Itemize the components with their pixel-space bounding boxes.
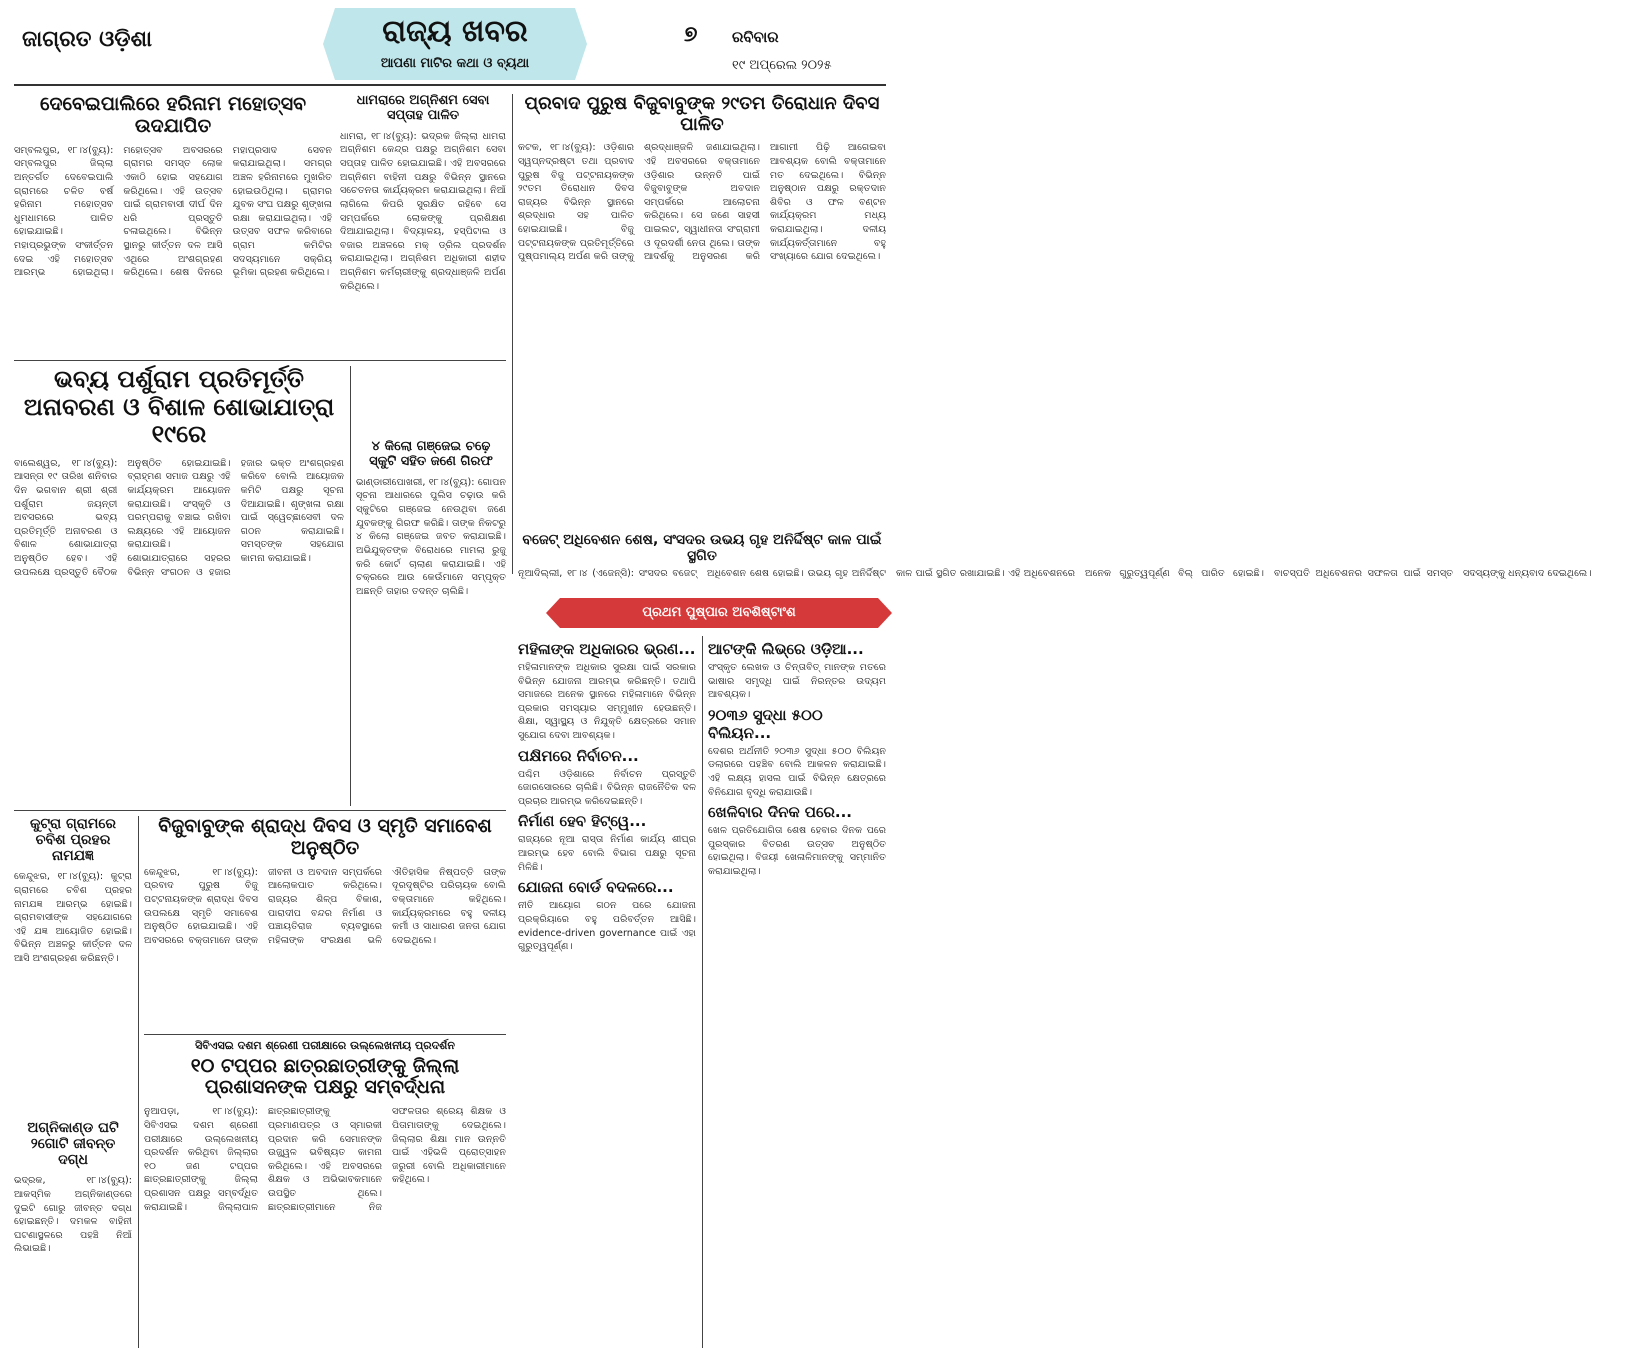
column-divider (138, 816, 139, 1348)
headline: ପ୍ରବାଦ ପୁରୁଷ ବିଜୁବାବୁଙ୍କ ୨୯ତମ ତିରୋଧାନ ଦିବସ ପାଳିତ (524, 93, 880, 135)
subheading-body: ରାଜ୍ୟରେ ନୂଆ ରାସ୍ତା ନିର୍ମାଣ କାର୍ଯ୍ୟ ଶୀଘ୍ର ଆରମ୍ଭ ହେବ ବୋଲି ବିଭାଗ ପକ୍ଷରୁ ସୂଚନା ମିଳିଛି। (518, 834, 696, 873)
section-title: ରାଜ୍ୟ ଖବର (382, 14, 528, 49)
row-divider (14, 810, 506, 811)
article-seba (340, 94, 506, 356)
subheading: ୨୦୩୬ ସୁଦ୍ଧା ୫୦୦ ବିଲିୟନ... (708, 705, 823, 742)
article-ganja (356, 440, 506, 806)
headline: ଅଗ୍ନିକାଣ୍ଡ ଘଟି ୨ଗୋଟି ଜୀବନ୍ତ ଦଗ୍ଧ (27, 1120, 119, 1169)
article-body: ସଂସ୍କୃତ ଲେଖକ ଓ ଚିନ୍ତାବିତ୍ ମାନଙ୍କ ମତରେ ଭାଷାର ସମୃଦ୍ଧି ପାଇଁ ନିରନ୍ତର ଉଦ୍ୟମ ଆବଶ୍ୟକ। (708, 662, 886, 701)
article-mahila (518, 636, 696, 1348)
headline: ୧୦ ଟପ୍ପର ଛାତ୍ରଛାତ୍ରୀଙ୍କୁ ଜିଲ୍ଲା ପ୍ରଶାସନଙ୍କ ପକ୍ଷରୁ ସମ୍ବର୍ଦ୍ଧନା (190, 1054, 460, 1099)
article-bijubabu (518, 94, 886, 574)
page-number: ୭ (684, 22, 698, 47)
article-shraddha (144, 816, 506, 1032)
article-body: ନୁଆପଡ଼ା, ୧୮।୪(ବ୍ୟୁ): ସିବିଏସଇ ଦଶମ ଶ୍ରେଣୀ ପରୀକ୍ଷାରେ ଉଲ୍ଲେଖନୀୟ ପ୍ରଦର୍ଶନ କରିଥିବା ଜିଲ୍ଲାର ୧୦ ଜଣ ଟପ୍ପର ଛାତ୍ରଛାତ୍ରୀଙ୍କୁ ଜିଲ୍ଲା ପ୍ରଶାସନ ପକ୍ଷରୁ ସମ୍ବର୍ଦ୍ଧିତ କରାଯାଇଛି। ଜିଲ୍ଲାପାଳ ଛାତ୍ରଛାତ୍ରୀଙ୍କୁ ପ୍ରମାଣପତ୍ର ଓ ସ୍ମାରକୀ ପ୍ରଦାନ କରି ସେମାନଙ୍କ ଉଜ୍ଜ୍ୱଳ ଭବିଷ୍ୟତ କାମନା କରିଥିଲେ। ଏହି ଅବସରରେ ଶିକ୍ଷକ ଓ ଅଭିଭାବକମାନେ ଉପସ୍ଥିତ ଥିଲେ। ଛାତ୍ରଛାତ୍ରୀମାନେ ନିଜ ସଫଳତାର ଶ୍ରେୟ ଶିକ୍ଷକ ଓ ପିତାମାତାଙ୍କୁ ଦେଇଥିଲେ। ଜିଲ୍ଲାର ଶିକ୍ଷା ମାନ ଉନ୍ନତି ପାଇଁ ଏହିଭଳି ପ୍ରୋତ୍ସାହନ ଜରୁରୀ ବୋଲି ଅଧିକାରୀମାନେ କହିଥିଲେ। (144, 1106, 506, 1213)
headline: ବିଜୁବାବୁଙ୍କ ଶ୍ରାଦ୍ଧ ଦିବସ ଓ ସ୍ମୃତି ସମାବେଶ ଅନୁଷ୍ଠିତ (158, 815, 492, 859)
subheading-body: ଦେଶର ଅର୍ଥନୀତି ୨୦୩୬ ସୁଦ୍ଧା ୫୦୦ ବିଲିୟନ ଡଲାରରେ ପହଞ୍ଚିବ ବୋଲି ଆକଳନ କରାଯାଇଛି। ଏହି ଲକ୍ଷ୍ୟ ହାସଲ ପାଇଁ ବିଭିନ୍ନ କ୍ଷେତ୍ରରେ ବିନିଯୋଗ ବୃଦ୍ଧି କରାଯାଉଛି। (708, 745, 886, 798)
article-body: ଧାମରା, ୧୮।୪(ବ୍ୟୁ): ଭଦ୍ରକ ଜିଲ୍ଲା ଧାମରା ଅଗ୍ନିଶମ କେନ୍ଦ୍ର ପକ୍ଷରୁ ଅଗ୍ନିଶମ ସେବା ସପ୍ତାହ ପାଳିତ ହୋଇଯାଇଛି। ଏହି ଅବସରରେ ଅଗ୍ନିଶମ ବାହିନୀ ପକ୍ଷରୁ ବିଭିନ୍ନ ସ୍ଥାନରେ ସଚେତନତା କାର୍ଯ୍ୟକ୍ରମ କରାଯାଇଥିଲା। ନିଆଁ ଲାଗିଲେ କିପରି ସୁରକ୍ଷିତ ରହିବେ ସେ ସମ୍ପର୍କରେ ଲୋକଙ୍କୁ ପ୍ରଶିକ୍ଷଣ ଦିଆଯାଇଥିଲା। ବିଦ୍ୟାଳୟ, ହସ୍ପିଟାଲ ଓ ବଜାର ଅଞ୍ଚଳରେ ମକ୍ ଡ୍ରିଲ ପ୍ରଦର୍ଶନ କରାଯାଇଥିଲା। ଅଗ୍ନିଶମ ଅଧିକାରୀ ଶହୀଦ ଅଗ୍ନିଶମ କର୍ମଚାରୀଙ୍କୁ ଶ୍ରଦ୍ଧାଞ୍ଜଳି ଅର୍ପଣ କରିଥିଲେ। (340, 130, 506, 292)
subheading: ଖେଳିବାର ଦିନକ ପରେ... (708, 803, 852, 822)
article-harinam (14, 94, 332, 356)
masthead-rule (14, 84, 886, 86)
column-divider (350, 366, 351, 806)
article-parshuram (14, 366, 344, 806)
subheading: ଯୋଜନା ବୋର୍ଡ ବଦଳରେ... (518, 878, 674, 897)
column-divider (512, 94, 513, 574)
headline: ୪ କିଲୋ ଗଞ୍ଜେଇ ଚଢ଼େ ସ୍କୁଟି ସହିତ ଜଣେ ଗିରଫ (369, 439, 493, 469)
headline: ମହିଳାଙ୍କ ଅଧିକାରର ଭ୍ରଣ... (518, 640, 696, 658)
subheading-body: ନୀତି ଆୟୋଗ ଗଠନ ପରେ ଯୋଜନା ପ୍ରକ୍ରିୟାରେ ବହୁ ପରିବର୍ତ୍ତନ ଆସିଛି। evidence-driven governance ପାଇଁ ଏହା ଗୁରୁତ୍ୱପୂର୍ଣ୍ଣ। (518, 900, 696, 953)
article-kutra (14, 816, 132, 1116)
article-body: ଭଦ୍ରକ, ୧୮।୪(ବ୍ୟୁ): ଆକସ୍ମିକ ଅଗ୍ନିକାଣ୍ଡରେ ଦୁଇଟି ଗୋରୁ ଜୀବନ୍ତ ଦଗ୍ଧ ହୋଇଛନ୍ତି। ଦମକଳ ବାହିନୀ ଘଟଣାସ୍ଥଳରେ ପହଞ୍ଚି ନିଆଁ ଲିଭାଇଛି। (14, 1175, 132, 1255)
issue-date: ୧୯ ଅପ୍ରେଲ ୨୦୨୫ (732, 58, 832, 73)
article-body: ବାଲେଶ୍ୱର, ୧୮।୪(ବ୍ୟୁ): ଆସନ୍ତା ୧୯ ତାରିଖ ଶନିବାର ଦିନ ଭଗବାନ ଶ୍ରୀ ଶ୍ରୀ ପର୍ଶୁରାମ ଜୟନ୍ତୀ ଅବସରରେ ଭବ୍ୟ ପ୍ରତିମୂର୍ତ୍ତି ଅନାବରଣ ଓ ବିଶାଳ ଶୋଭାଯାତ୍ରା ଅନୁଷ୍ଠିତ ହେବ। ଏହି ଉପଲକ୍ଷେ ପ୍ରସ୍ତୁତି ବୈଠକ ଅନୁଷ୍ଠିତ ହୋଇଯାଇଛି। ବ୍ରାହ୍ମଣ ସମାଜ ପକ୍ଷରୁ ଏହି କାର୍ଯ୍ୟକ୍ରମ ଆୟୋଜନ କରାଯାଉଛି। ସଂସ୍କୃତି ଓ ପରମ୍ପରାକୁ ବଞ୍ଚାଇ ରଖିବା ଲକ୍ଷ୍ୟରେ ଏହି ଆୟୋଜନ କରାଯାଉଛି। ଶୋଭାଯାତ୍ରାରେ ସହରର ବିଭିନ୍ନ ସଂଗଠନ ଓ ହଜାର ହଜାର ଭକ୍ତ ଅଂଶଗ୍ରହଣ କରିବେ ବୋଲି ଆୟୋଜକ କମିଟି ପକ୍ଷରୁ ସୂଚନା ଦିଆଯାଇଛି। ଶୃଙ୍ଖଳା ରକ୍ଷା ପାଇଁ ସ୍ୱେଚ୍ଛାସେବୀ ଦଳ ଗଠନ କରାଯାଇଛି। ସମସ୍ତଙ୍କ ସହଯୋଗ କାମନା କରାଯାଇଛି। (14, 457, 344, 578)
headline: ଆଟଙ୍କି ଲିଭ୍‌ରେ ଓଡ଼ିଆ... (708, 640, 864, 658)
subheading-body: ପଶ୍ଚିମ ଓଡ଼ିଶାରେ ନିର୍ବାଚନ ପ୍ରସ୍ତୁତି ଜୋରସୋରରେ ଚାଲିଛି। ବିଭିନ୍ନ ରାଜନୈତିକ ଦଳ ପ୍ରଚାର ଆରମ୍ଭ କରିଦେଇଛନ୍ତି। (518, 768, 696, 807)
column-divider (702, 636, 703, 1348)
newspaper-logo: ଜାଗ୍ରତ ଓଡ଼ିଶା (22, 26, 152, 52)
article-body: ନୂଆଦିଲ୍ଲୀ, ୧୮।୪ (ଏଜେନ୍ସି): ସଂସଦର ବଜେଟ୍ ଅଧିବେଶନ ଶେଷ ହୋଇଛି। ଉଭୟ ଗୃହ ଅନିର୍ଦ୍ଦିଷ୍ଟ କାଳ ପାଇଁ ସ୍ଥଗିତ ରଖାଯାଇଛି। ଏହି ଅଧିବେଶନରେ ଅନେକ ଗୁରୁତ୍ୱପୂର୍ଣ୍ଣ ବିଲ୍ ପାରିତ ହୋଇଛି। ବାଚସ୍ପତି ଅଧିବେଶନର ସଫଳତା ପାଇଁ ସମସ୍ତ ସଦସ୍ୟଙ୍କୁ ଧନ୍ୟବାଦ ଦେଇଥିଲେ। (518, 568, 1592, 580)
article-body: କେନ୍ଦୁଝର, ୧୮।୪(ବ୍ୟୁ): କୁଟ୍ରା ଗ୍ରାମରେ ଚବିଶ ପ୍ରହର ନାମଯଜ୍ଞ ଆରମ୍ଭ ହୋଇଛି। ଗ୍ରାମବାସୀଙ୍କ ସହଯୋଗରେ ଏହି ଯଜ୍ଞ ଆୟୋଜିତ ହୋଇଛି। ବିଭିନ୍ନ ଅଞ୍ଚଳରୁ କୀର୍ତ୍ତନ ଦଳ ଆସି ଅଂଶଗ୍ରହଣ କରିଛନ୍ତି। (14, 871, 132, 964)
headline: କୁଟ୍ରା ଗ୍ରାମରେ ଚବିଶ ପ୍ରହର ନାମଯଜ୍ଞ (29, 816, 117, 865)
headline: ଭବ୍ୟ ପର୍ଶୁରାମ ପ୍ରତିମୂର୍ତ୍ତି ଅନାବରଣ ଓ ବିଶାଳ ଶୋଭାଯାତ୍ରା ୧୯ରେ (23, 365, 335, 449)
weekday: ରବିବାର (732, 28, 779, 46)
article-body: କେନ୍ଦୁଝର, ୧୮।୪(ବ୍ୟୁ): ପ୍ରବାଦ ପୁରୁଷ ବିଜୁ ପଟ୍ଟନାୟକଙ୍କ ଶ୍ରାଦ୍ଧ ଦିବସ ଉପଲକ୍ଷେ ସ୍ମୃତି ସମାବେଶ ଅନୁଷ୍ଠିତ ହୋଇଯାଇଛି। ଏହି ଅବସରରେ ବକ୍ତାମାନେ ତାଙ୍କ ଜୀବନୀ ଓ ଅବଦାନ ସମ୍ପର୍କରେ ଆଲୋକପାତ କରିଥିଲେ। ରାଜ୍ୟର ଶିଳ୍ପ ବିକାଶ, ପାରାଦୀପ ବନ୍ଦର ନିର୍ମାଣ ଓ ପଞ୍ଚାୟତିରାଜ ବ୍ୟବସ୍ଥାରେ ମହିଳାଙ୍କ ସଂରକ୍ଷଣ ଭଳି ଐତିହାସିକ ନିଷ୍ପତ୍ତି ତାଙ୍କ ଦୂରଦୃଷ୍ଟିର ପରିଚାୟକ ବୋଲି ବକ୍ତାମାନେ କହିଥିଲେ। କାର୍ଯ୍ୟକ୍ରମରେ ବହୁ ଦଳୀୟ କର୍ମୀ ଓ ସାଧାରଣ ଜନତା ଯୋଗ ଦେଇଥିଲେ। (144, 866, 506, 946)
article-body: ମହିଳାମାନଙ୍କ ଅଧିକାର ସୁରକ୍ଷା ପାଇଁ ସରକାର ବିଭିନ୍ନ ଯୋଜନା ଆରମ୍ଭ କରିଛନ୍ତି। ତଥାପି ସମାଜରେ ଅନେକ ସ୍ଥାନରେ ମହିଳାମାନେ ବିଭିନ୍ନ ପ୍ରକାର ସମସ୍ୟାର ସମ୍ମୁଖୀନ ହେଉଛନ୍ତି। ଶିକ୍ଷା, ସ୍ୱାସ୍ଥ୍ୟ ଓ ନିଯୁକ୍ତି କ୍ଷେତ୍ରରେ ସମାନ ସୁଯୋଗ ଦେବା ଆବଶ୍ୟକ। (518, 662, 696, 742)
kicker: ସିବିଏସଇ ଦଶମ ଶ୍ରେଣୀ ପରୀକ୍ଷାରେ ଉଲ୍ଲେଖନୀୟ ପ୍ରଦର୍ଶନ (195, 1039, 455, 1052)
section-banner (335, 8, 575, 80)
article-liver (708, 636, 886, 1348)
article-body: ସମ୍ବଲପୁର, ୧୮।୪(ବ୍ୟୁ): ସମ୍ବଲପୁର ଜିଲ୍ଲା ଅନ୍ତର୍ଗତ ଦେବେଇପାଲି ଗ୍ରାମରେ ଚଳିତ ବର୍ଷ ହରିନାମ ମହୋତ୍ସବ ଧୁମଧାମରେ ପାଳିତ ହୋଇଯାଇଛି। ମହାପ୍ରଭୁଙ୍କ ସଂକୀର୍ତ୍ତନ ଦେଇ ଏହି ମହୋତ୍ସବ ଆରମ୍ଭ ହୋଇଥିଲା। ମହୋତ୍ସବ ଅବସରରେ ଗ୍ରାମର ସମସ୍ତ ଲୋକ ଏକାଠି ହୋଇ ସହଯୋଗ କରିଥିଲେ। ଏହି ଉତ୍ସବ ପାଇଁ ଗ୍ରାମବାସୀ ଦୀର୍ଘ ଦିନ ଧରି ପ୍ରସ୍ତୁତି ଚଳାଇଥିଲେ। ବିଭିନ୍ନ ସ୍ଥାନରୁ କୀର୍ତ୍ତନ ଦଳ ଆସି ଏଥିରେ ଅଂଶଗ୍ରହଣ କରିଥିଲେ। ଶେଷ ଦିନରେ ମହାପ୍ରସାଦ ସେବନ କରାଯାଇଥିଲା। ସମଗ୍ର ଅଞ୍ଚଳ ହରିନାମରେ ମୁଖରିତ ହୋଇଉଠିଥିଲା। ଗ୍ରାମର ଯୁବକ ସଂଘ ପକ୍ଷରୁ ଶୃଙ୍ଖଳା ରକ୍ଷା କରାଯାଇଥିଲା। ଏହି ଉତ୍ସବ ସଫଳ କରିବାରେ ଗ୍ରାମ କମିଟିର ସଦସ୍ୟମାନେ ସକ୍ରିୟ ଭୂମିକା ଗ୍ରହଣ କରିଥିଲେ। (14, 144, 332, 279)
continuation-banner: ପ୍ରଥମ ପୁଷ୍ପାର ଅବଶିଷ୍ଟାଂଶ (560, 598, 878, 628)
banner-right-arrow (575, 8, 587, 80)
article-budget (518, 532, 1592, 594)
article-fire (14, 1120, 132, 1348)
row-divider (144, 1034, 506, 1035)
section-tagline: ଆପଣା ମାଟିର କଥା ଓ ବ୍ୟଥା (380, 56, 530, 71)
banner-left-arrow (323, 8, 335, 80)
article-body: କଟକ, ୧୮।୪(ବ୍ୟୁ): ଓଡ଼ିଶାର ସ୍ୱପ୍ନଦ୍ରଷ୍ଟା ତଥା ପ୍ରବାଦ ପୁରୁଷ ବିଜୁ ପଟ୍ଟନାୟକଙ୍କ ୨୯ତମ ତିରୋଧାନ ଦିବସ ରାଜ୍ୟର ବିଭିନ୍ନ ସ୍ଥାନରେ ଶ୍ରଦ୍ଧାର ସହ ପାଳିତ ହୋଇଯାଇଛି। ବିଜୁ ପଟ୍ଟନାୟକଙ୍କ ପ୍ରତିମୂର୍ତ୍ତିରେ ପୁଷ୍ପମାଲ୍ୟ ଅର୍ପଣ କରି ତାଙ୍କୁ ଶ୍ରଦ୍ଧାଞ୍ଜଳି ଜଣାଯାଇଥିଲା। ଏହି ଅବସରରେ ବକ୍ତାମାନେ ଓଡ଼ିଶାର ଉନ୍ନତି ପାଇଁ ବିଜୁବାବୁଙ୍କ ଅବଦାନ ସମ୍ପର୍କରେ ଆଲୋଚନା କରିଥିଲେ। ସେ ଜଣେ ସାହସୀ ପାଇଲଟ, ସ୍ୱାଧୀନତା ସଂଗ୍ରାମୀ ଓ ଦୂରଦର୍ଶୀ ନେତା ଥିଲେ। ତାଙ୍କ ଆଦର୍ଶକୁ ଅନୁସରଣ କରି ଆଗାମୀ ପିଢ଼ି ଆଗେଇବା ଆବଶ୍ୟକ ବୋଲି ବକ୍ତାମାନେ ମତ ଦେଇଥିଲେ। ବିଭିନ୍ନ ଅନୁଷ୍ଠାନ ପକ୍ଷରୁ ରକ୍ତଦାନ ଶିବିର ଓ ଫଳ ବଣ୍ଟନ କାର୍ଯ୍ୟକ୍ରମ ମଧ୍ୟ କରାଯାଇଥିଲା। ଦଳୀୟ କାର୍ଯ୍ୟକର୍ତ୍ତାମାନେ ବହୁ ସଂଖ୍ୟାରେ ଯୋଗ ଦେଇଥିଲେ। (518, 142, 886, 263)
masthead (0, 0, 900, 82)
subheading-body: ଖେଳ ପ୍ରତିଯୋଗିତା ଶେଷ ହେବାର ଦିନକ ପରେ ପୁରସ୍କାର ବିତରଣ ଉତ୍ସବ ଅନୁଷ୍ଠିତ ହୋଇଥିଲା। ବିଜୟୀ ଖେଳାଳିମାନଙ୍କୁ ସମ୍ମାନିତ କରାଯାଇଥିଲା। (708, 825, 886, 878)
headline: ବଜେଟ୍ ଅଧିବେଶନ ଶେଷ, ସଂସଦର ଉଭୟ ଗୃହ ଅନିର୍ଦ୍ଦିଷ୍ଟ କାଳ ପାଇଁ ସ୍ଥଗିତ (522, 532, 882, 565)
row-divider (14, 360, 506, 361)
subheading: ନିର୍ମାଣ ହେବ ହିଟ୍‌ୱେ... (518, 812, 647, 831)
article-cbse (144, 1040, 506, 1348)
headline: ଦେବେଇପାଲିରେ ହରିନାମ ମହୋତ୍ସବ ଉଦଯାପିତ (39, 93, 307, 137)
article-body: ଭାଣ୍ଡାରୀପୋଖରୀ, ୧୮।୪(ବ୍ୟୁ): ଗୋପନ ସୂଚନା ଆଧାରରେ ପୁଲିସ ଚଢ଼ାଉ କରି ସ୍କୁଟିରେ ଗଞ୍ଜେଇ ନେଉଥିବା ଜଣେ ଯୁବକଙ୍କୁ ଗିରଫ କରିଛି। ତାଙ୍କ ନିକଟରୁ ୪ କିଲୋ ଗଞ୍ଜେଇ ଜବତ କରାଯାଇଛି। ଅଭିଯୁକ୍ତଙ୍କ ବିରୋଧରେ ମାମଲା ରୁଜୁ କରି କୋର୍ଟ ଚାଲାଣ କରାଯାଇଛି। ଏହି ଚକ୍ରରେ ଆଉ କେଉଁମାନେ ସମ୍ପୃକ୍ତ ଅଛନ୍ତି ତାହାର ତଦନ୍ତ ଚାଲିଛି। (356, 476, 506, 597)
headline: ଧାମରାରେ ଅଗ୍ନିଶମ ସେବା ସପ୍ତାହ ପାଳିତ (356, 93, 490, 123)
subheading: ପକ୍ଷିମରେ ନିର୍ବାଚନ... (518, 746, 639, 765)
